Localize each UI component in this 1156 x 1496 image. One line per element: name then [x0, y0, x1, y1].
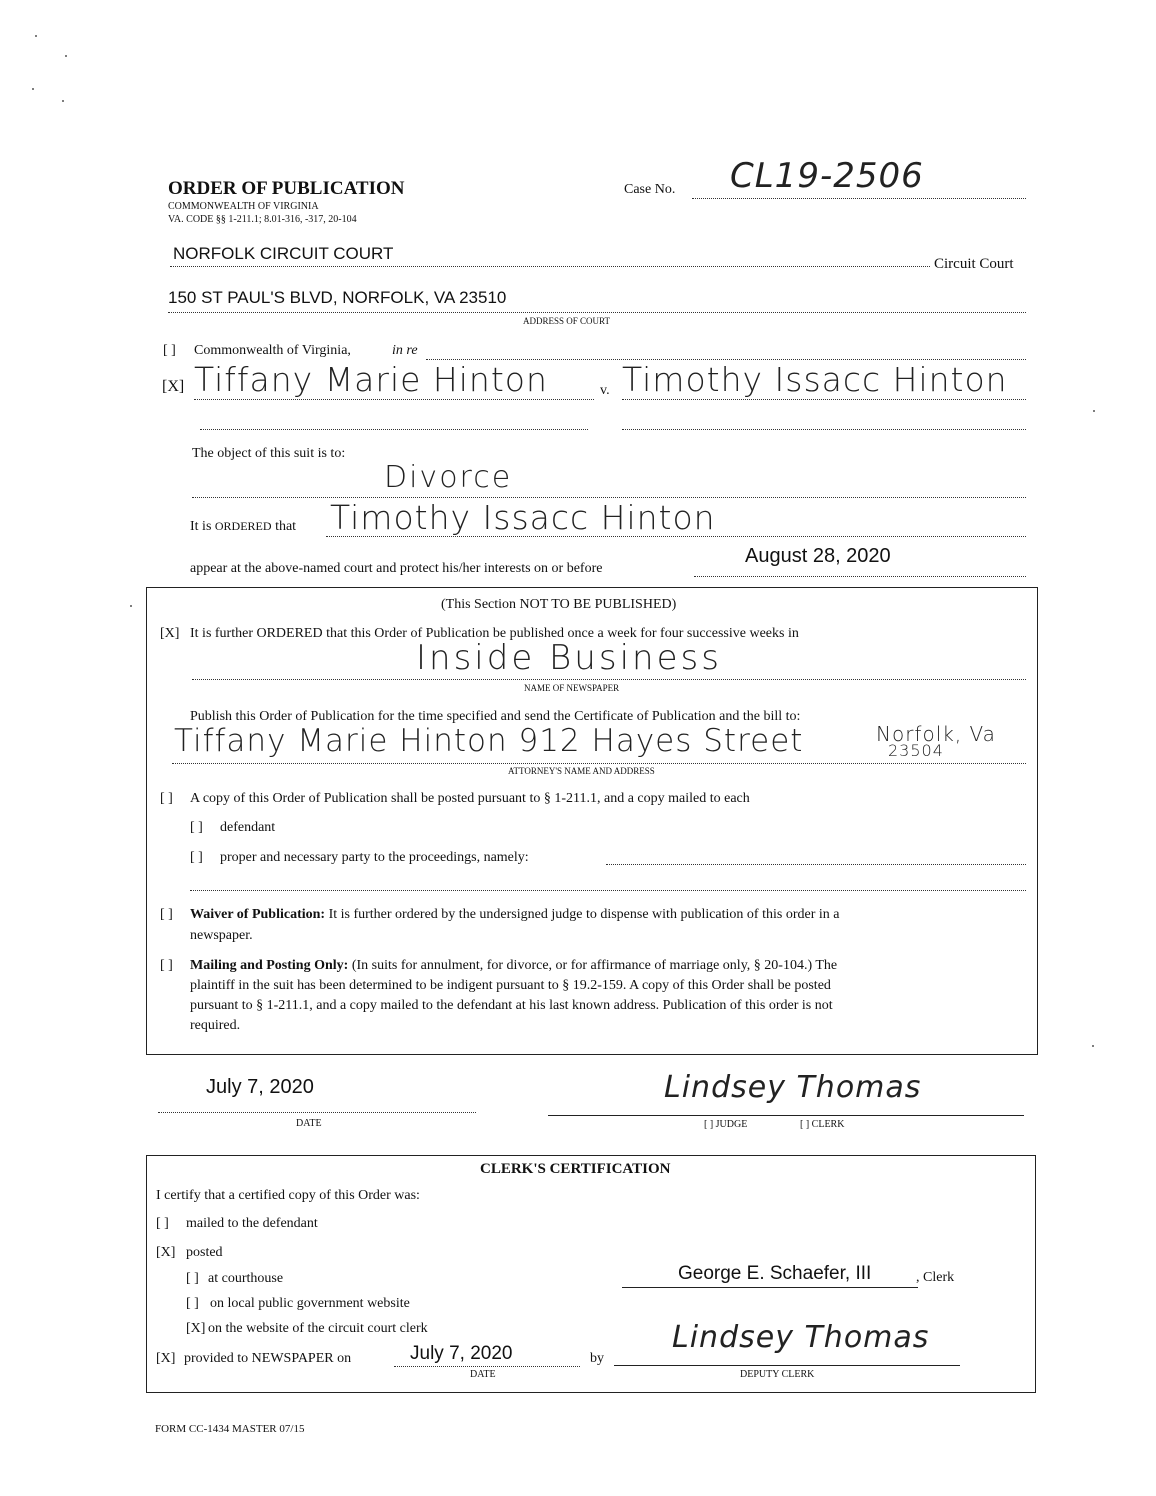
- provided-newspaper-label: provided to NEWSPAPER on: [184, 1351, 352, 1366]
- commonwealth-checkbox[interactable]: [ ]: [163, 343, 176, 358]
- appear-date: August 28, 2020: [745, 545, 891, 567]
- certification-intro: I certify that a certified copy of this Order was:: [156, 1188, 420, 1203]
- defendant-line-2: [622, 429, 1026, 430]
- in-re-label: in re: [392, 343, 418, 358]
- attorney-name-address: Tiffany Marie Hinton 912 Hayes Street: [174, 723, 804, 759]
- scan-speck: [130, 605, 132, 607]
- clerk-name: George E. Schaefer, III: [678, 1263, 872, 1284]
- mailing-posting-line-3: pursuant to § 1-211.1, and a copy mailed to the defendant at his last known address. Publication of this order is not: [190, 998, 833, 1013]
- deputy-clerk-signature: Lindsey Thomas: [672, 1320, 930, 1355]
- order-date-caption: DATE: [296, 1118, 322, 1129]
- object-value: Divorce: [384, 460, 513, 495]
- provided-date: July 7, 2020: [410, 1343, 513, 1364]
- appear-text: appear at the above-named court and protect his/her interests on or before: [190, 561, 603, 576]
- form-number: FORM CC-1434 MASTER 07/15: [155, 1423, 305, 1435]
- clerk-website-checkbox[interactable]: [X]: [186, 1321, 206, 1336]
- ordered-prefix: It is ORDERED that: [190, 519, 297, 534]
- ordered-line: [326, 536, 1026, 537]
- case-number-label: Case No.: [624, 182, 676, 197]
- ordered-name: Timothy Issacc Hinton: [330, 498, 716, 537]
- form-subtitle: COMMONWEALTH OF VIRGINIA: [168, 201, 319, 212]
- court-name: NORFOLK CIRCUIT COURT: [173, 244, 394, 263]
- attorney-city: Norfolk, Va: [876, 722, 996, 746]
- proper-party-checkbox[interactable]: [ ]: [190, 850, 203, 865]
- court-address-line: [168, 312, 1026, 313]
- clerk-name-line: [622, 1287, 918, 1288]
- certification-heading: CLERK'S CERTIFICATION: [480, 1161, 671, 1177]
- courthouse-label: at courthouse: [208, 1271, 284, 1286]
- case-number-value: CL19-2506: [730, 156, 924, 196]
- form-title: ORDER OF PUBLICATION: [168, 178, 405, 199]
- provided-newspaper-checkbox[interactable]: [X]: [156, 1351, 176, 1366]
- scan-speck: [1092, 1045, 1094, 1047]
- waiver-checkbox[interactable]: [ ]: [160, 907, 173, 922]
- courthouse-checkbox[interactable]: [ ]: [186, 1271, 199, 1286]
- object-label: The object of this suit is to:: [192, 446, 346, 461]
- plaintiff-line: [194, 399, 594, 400]
- scan-speck: [35, 35, 37, 37]
- plaintiff-line-2: [200, 429, 588, 430]
- defendant-name: Timothy Issacc Hinton: [622, 360, 1008, 399]
- scan-speck: [65, 55, 67, 57]
- newspaper-line: [192, 679, 1026, 680]
- posted-label: posted: [186, 1245, 223, 1260]
- mailed-label: mailed to the defendant: [186, 1216, 318, 1231]
- proper-party-line: [606, 864, 1026, 865]
- mailing-posting-line-4: required.: [190, 1018, 241, 1033]
- scan-speck: [1093, 410, 1095, 412]
- judge-signature-line: [548, 1115, 1024, 1116]
- judge-signature: Lindsey Thomas: [664, 1070, 922, 1105]
- court-name-line: [170, 266, 930, 267]
- court-address-caption: ADDRESS OF COURT: [523, 316, 610, 326]
- defendant-line: [622, 399, 1026, 400]
- waiver-text-cont: newspaper.: [190, 928, 253, 943]
- order-date: July 7, 2020: [206, 1076, 314, 1098]
- clerk-suffix: , Clerk: [916, 1270, 955, 1285]
- copy-posted-text: A copy of this Order of Publication shall be posted pursuant to § 1-211.1, and a copy mailed to each: [190, 791, 750, 806]
- not-published-heading: (This Section NOT TO BE PUBLISHED): [441, 597, 677, 612]
- attorney-zip: 23504: [888, 741, 944, 760]
- deputy-signature-line: [614, 1365, 960, 1366]
- proper-party-line-2: [190, 890, 1026, 891]
- further-ordered-text: It is further ORDERED that this Order of Publication be published once a week for four successive weeks in: [190, 626, 799, 641]
- defendant-checkbox[interactable]: [ ]: [190, 820, 203, 835]
- proper-party-label: proper and necessary party to the proceedings, namely:: [220, 850, 529, 865]
- newspaper-name: Inside Business: [416, 638, 722, 678]
- versus-label: v.: [600, 383, 610, 398]
- scan-speck: [62, 100, 64, 102]
- clerk-website-label: on the website of the circuit court clerk: [208, 1321, 428, 1336]
- provided-date-caption: DATE: [470, 1369, 496, 1380]
- case-number-line: [692, 198, 1026, 199]
- local-website-label: on local public government website: [210, 1296, 410, 1311]
- waiver-text: Waiver of Publication: It is further ordered by the undersigned judge to dispense with publication of this order in a: [190, 907, 840, 922]
- copy-posted-checkbox[interactable]: [ ]: [160, 791, 173, 806]
- further-ordered-checkbox[interactable]: [X]: [160, 626, 180, 641]
- by-label: by: [590, 1351, 604, 1366]
- clerk-checkbox-label: [ ] CLERK: [800, 1119, 845, 1130]
- mailed-checkbox[interactable]: [ ]: [156, 1216, 169, 1231]
- mailing-posting-line-2: plaintiff in the suit has been determined to be indigent pursuant to § 19.2-159. A copy of this Order shall be posted: [190, 978, 831, 993]
- statute-code: VA. CODE §§ 1-211.1; 8.01-316, -317, 20-104: [168, 214, 357, 225]
- judge-checkbox-label: [ ] JUDGE: [704, 1119, 748, 1130]
- court-address: 150 ST PAUL'S BLVD, NORFOLK, VA 23510: [168, 288, 507, 307]
- scan-speck: [32, 88, 34, 90]
- local-website-checkbox[interactable]: [ ]: [186, 1296, 199, 1311]
- attorney-caption: ATTORNEY'S NAME AND ADDRESS: [508, 766, 655, 776]
- order-date-line: [158, 1112, 476, 1113]
- posted-checkbox[interactable]: [X]: [156, 1245, 176, 1260]
- defendant-label: defendant: [220, 820, 276, 835]
- newspaper-caption: NAME OF NEWSPAPER: [524, 683, 620, 693]
- commonwealth-label: Commonwealth of Virginia,: [194, 343, 351, 358]
- mailing-posting-text: Mailing and Posting Only: (In suits for annulment, for divorce, or for affirmance of marriage only, § 20-104.) The: [190, 958, 838, 973]
- party-checkbox[interactable]: [X]: [162, 378, 185, 395]
- appear-date-line: [694, 576, 1026, 577]
- publish-instructions: Publish this Order of Publication for the time specified and send the Certificate of Publication and the bill to:: [190, 709, 801, 724]
- deputy-clerk-caption: DEPUTY CLERK: [740, 1369, 815, 1380]
- mailing-posting-checkbox[interactable]: [ ]: [160, 958, 173, 973]
- attorney-line: [172, 763, 1026, 764]
- circuit-court-suffix: Circuit Court: [934, 256, 1014, 272]
- plaintiff-name: Tiffany Marie Hinton: [194, 360, 548, 399]
- provided-date-line: [394, 1366, 580, 1367]
